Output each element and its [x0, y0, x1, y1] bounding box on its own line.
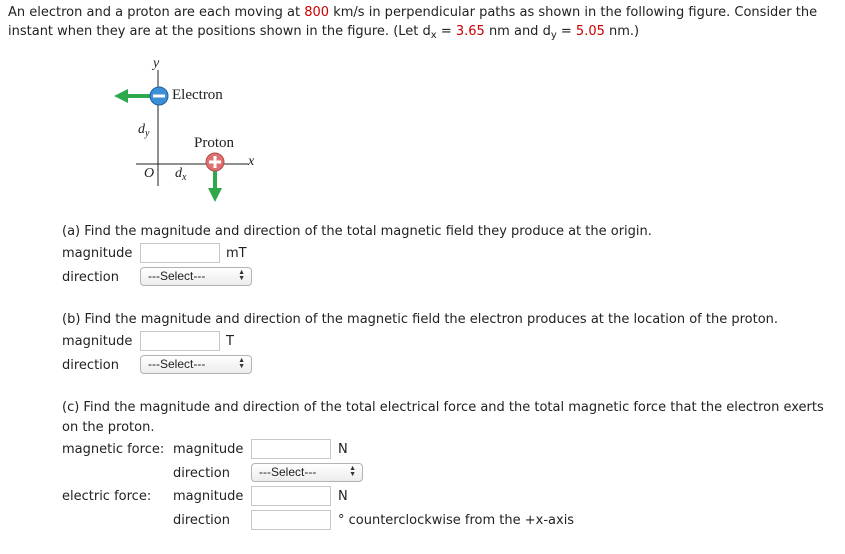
figure-diagram [108, 56, 268, 206]
part-a-direction-label: direction [62, 270, 119, 285]
figure [108, 56, 268, 206]
magnetic-force-unit: N [338, 442, 348, 457]
part-a-magnitude-input[interactable] [140, 243, 220, 263]
magnetic-magnitude-label: magnitude [173, 442, 244, 457]
problem-statement: An electron and a proton are each moving at 800 km/s in perpendicular paths as shown in the following figure. Consider the instant when they are at the positions shown in the figure. (Let $d_x = 3.65$ nm and $d_y = 5.05$ nm.) [8, 5, 818, 41]
magnetic-direction-label: direction [173, 466, 230, 481]
part-a-direction-select[interactable]: ---Select--- ▲ ▼ [140, 267, 252, 286]
electron-label: Electron [172, 87, 223, 103]
dy-value: 5.05 [575, 24, 605, 39]
part-a-magnitude-label: magnitude [62, 246, 133, 261]
part-a-question: (a) Find the magnitude and direction of the total magnetic field they produce at the origin. [62, 224, 652, 239]
magnetic-force-magnitude-input[interactable] [251, 439, 331, 459]
origin-label: O [144, 166, 155, 181]
part-c-question-line1: (c) Find the magnitude and direction of the total electrical force and the total magnetic force that the electron exerts [62, 400, 824, 415]
part-b-magnitude-label: magnitude [62, 334, 133, 349]
x-axis-label: x [248, 154, 255, 169]
part-b-magnitude-input[interactable] [140, 331, 220, 351]
part-c-question-line2: on the proton. [62, 420, 155, 435]
part-b-direction-label: direction [62, 358, 119, 373]
select-arrows-icon: ▲ ▼ [238, 269, 245, 282]
electron-velocity-arrow [114, 89, 128, 103]
part-b-question: (b) Find the magnitude and direction of the magnetic field the electron produces at the location of the proton. [62, 312, 779, 327]
proton-label: Proton [194, 135, 235, 151]
electric-force-magnitude-input[interactable] [251, 486, 331, 506]
dy-label: $d_y$ [138, 122, 150, 139]
electric-direction-label: direction [173, 513, 230, 528]
proton-velocity-arrow [208, 188, 222, 202]
magnetic-force-label: magnetic force: [62, 442, 165, 457]
dx-value: 3.65 [455, 24, 485, 39]
electric-force-label: electric force: [62, 489, 152, 504]
dx-label: $d_x$ [175, 166, 187, 183]
part-b-unit: T [226, 334, 234, 349]
part-b-direction-select[interactable]: ---Select--- ▲ ▼ [140, 355, 252, 374]
y-axis-label: y [153, 56, 160, 71]
speed-value: 800 [304, 5, 330, 20]
electric-magnitude-label: magnitude [173, 489, 244, 504]
part-a-unit: mT [226, 246, 247, 261]
magnetic-force-direction-select[interactable]: ---Select--- ▲ ▼ [251, 463, 363, 482]
select-arrows-icon: ▲ ▼ [238, 357, 245, 370]
electric-force-direction-input[interactable] [251, 510, 331, 530]
select-arrows-icon: ▲ ▼ [349, 465, 356, 478]
electric-direction-unit: ° counterclockwise from the +x-axis [338, 513, 575, 528]
electric-force-unit: N [338, 489, 348, 504]
